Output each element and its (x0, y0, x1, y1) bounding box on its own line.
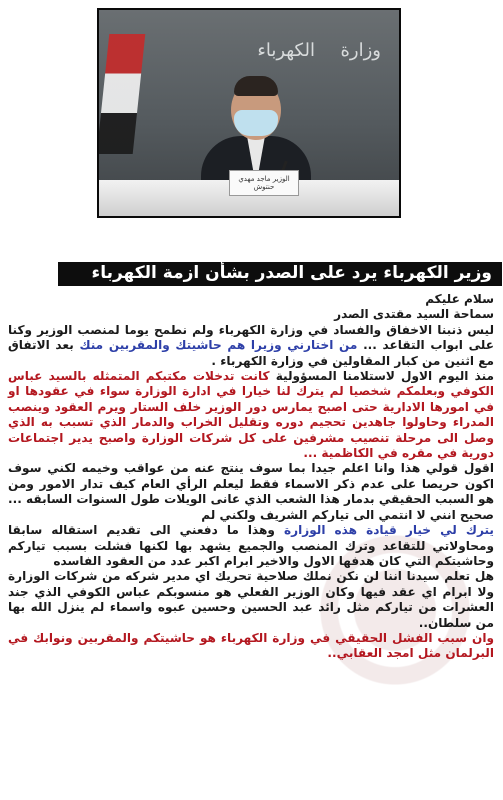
highlight-blue-2: يترك لي خيار قيادة هذه الوزارة (284, 523, 494, 538)
addressee: سماحة السيد مقتدى الصدر (334, 307, 494, 322)
face-mask-icon (234, 110, 278, 136)
highlight-blue: من اختارني وزيرا هم حاشيتك والمقربين منك (79, 338, 358, 353)
headline-bar (58, 262, 502, 286)
wall-text-electricity: الكهرباء (257, 40, 315, 61)
paragraph-5: هل تعلم سيدنا اننا لن نكن نملك صلاحية تحريك اي مدير شركه من شركات الوزارة ولا ابرام اي عقد فيها وكان الوزير الفعلي هو منسوبكم عباس الكوفي الذي جند العشرات من تياركم مثل رائد عبد الحسين وحسين عبوه واسماء لم ينزل الله بها من سلطان.. (8, 569, 494, 630)
paragraph-1: ليس ذنبنا الاخفاق والفساد في وزارة الكهرباء ولم نطمح يوما لمنصب الوزير وكنا على ابواب التقاعد ... من اختارني وزيرا هم حاشيتك والمقربين منك بعد الاتفاق مع اثنين من كبار المقاولين في وزارة الكهرباء . (8, 322, 494, 368)
paragraph-4: يترك لي خيار قيادة هذه الوزارة وهذا ما دفعني الى تقديم استقاله سابقا ومحاولاتي للتقاعد وترك المنصب والجميع يشهد بها لكنها فشلت بسبب تياركم وحاشيتكم التي كان هدفها الاول والاخير ابرام اكبر عدد من العقود الفاسده (8, 523, 494, 568)
nameplate: الوزير ماجد مهدي حنتوش (229, 170, 299, 196)
article-body (8, 292, 494, 662)
wall-text-ministry: وزارة (340, 40, 381, 61)
highlight-red: كانت تدخلات مكتبكم المتمثله بالسيد عباس الكوفي وبعلمكم شخصيا لم يترك لنا خيارا في ادارة الوزارة سواء في عقودها او في امورها الادارية حتى اصبح يمارس دور الوزير خلف الستار ويرم العقود وينصب المدراء وحاولوا جاهدين تحجيم دوره وتقليل الخراب والدمار الذي تسبب به الذي وصل الى مرحلة تنصيب مشرفين على كل شركات الوزارة واصبح يدير اجتماعات دورية في مقره في الكاظمية ... (8, 369, 494, 461)
minister-photo (97, 8, 401, 218)
paragraph-3: اقول قولي هذا وانا اعلم جيدا بما سوف ينتج عنه من عواقب وخيمه لكني سوف اكون حريصا على عدم ذكر الاسماء فقط ليعلم الرأي العام كيف تدار الامور ومن هو السبب الحقيقي بدمار هذا الشعب الذي عانى الويلات طول السنوات السابقه ... صحيح انني لا انتمي الى تياركم الشريف ولكني لم (8, 461, 494, 522)
paragraph-6: وان سبب الفشل الحقيقي في وزارة الكهرباء هو حاشيتكم والمقربين ونوابك في البرلمان مثل امجد العقابي.. (8, 630, 494, 661)
headline: وزير الكهرباء يرد على الصدر بشأن ازمة الكهرباء (91, 263, 492, 283)
paragraph-2: منذ اليوم الاول لاستلامنا المسؤولية كانت تدخلات مكتبكم المتمثله بالسيد عباس الكوفي وبعلمكم شخصيا لم يترك لنا خيارا في ادارة الوزارة سواء في عقودها او في امورها الادارية حتى اصبح يمارس دور الوزير خلف الستار ويرم العقود وينصب المدراء وحاولوا جاهدين تحجيم دوره وتقليل الخراب والدمار الذي تسبب به الذي وصل الى مرحلة تنصيب مشرفين على كل شركات الوزارة واصبح يدير اجتماعات دورية في مقره في الكاظمية ... (8, 369, 494, 461)
greeting: سلام عليكم (425, 292, 494, 306)
